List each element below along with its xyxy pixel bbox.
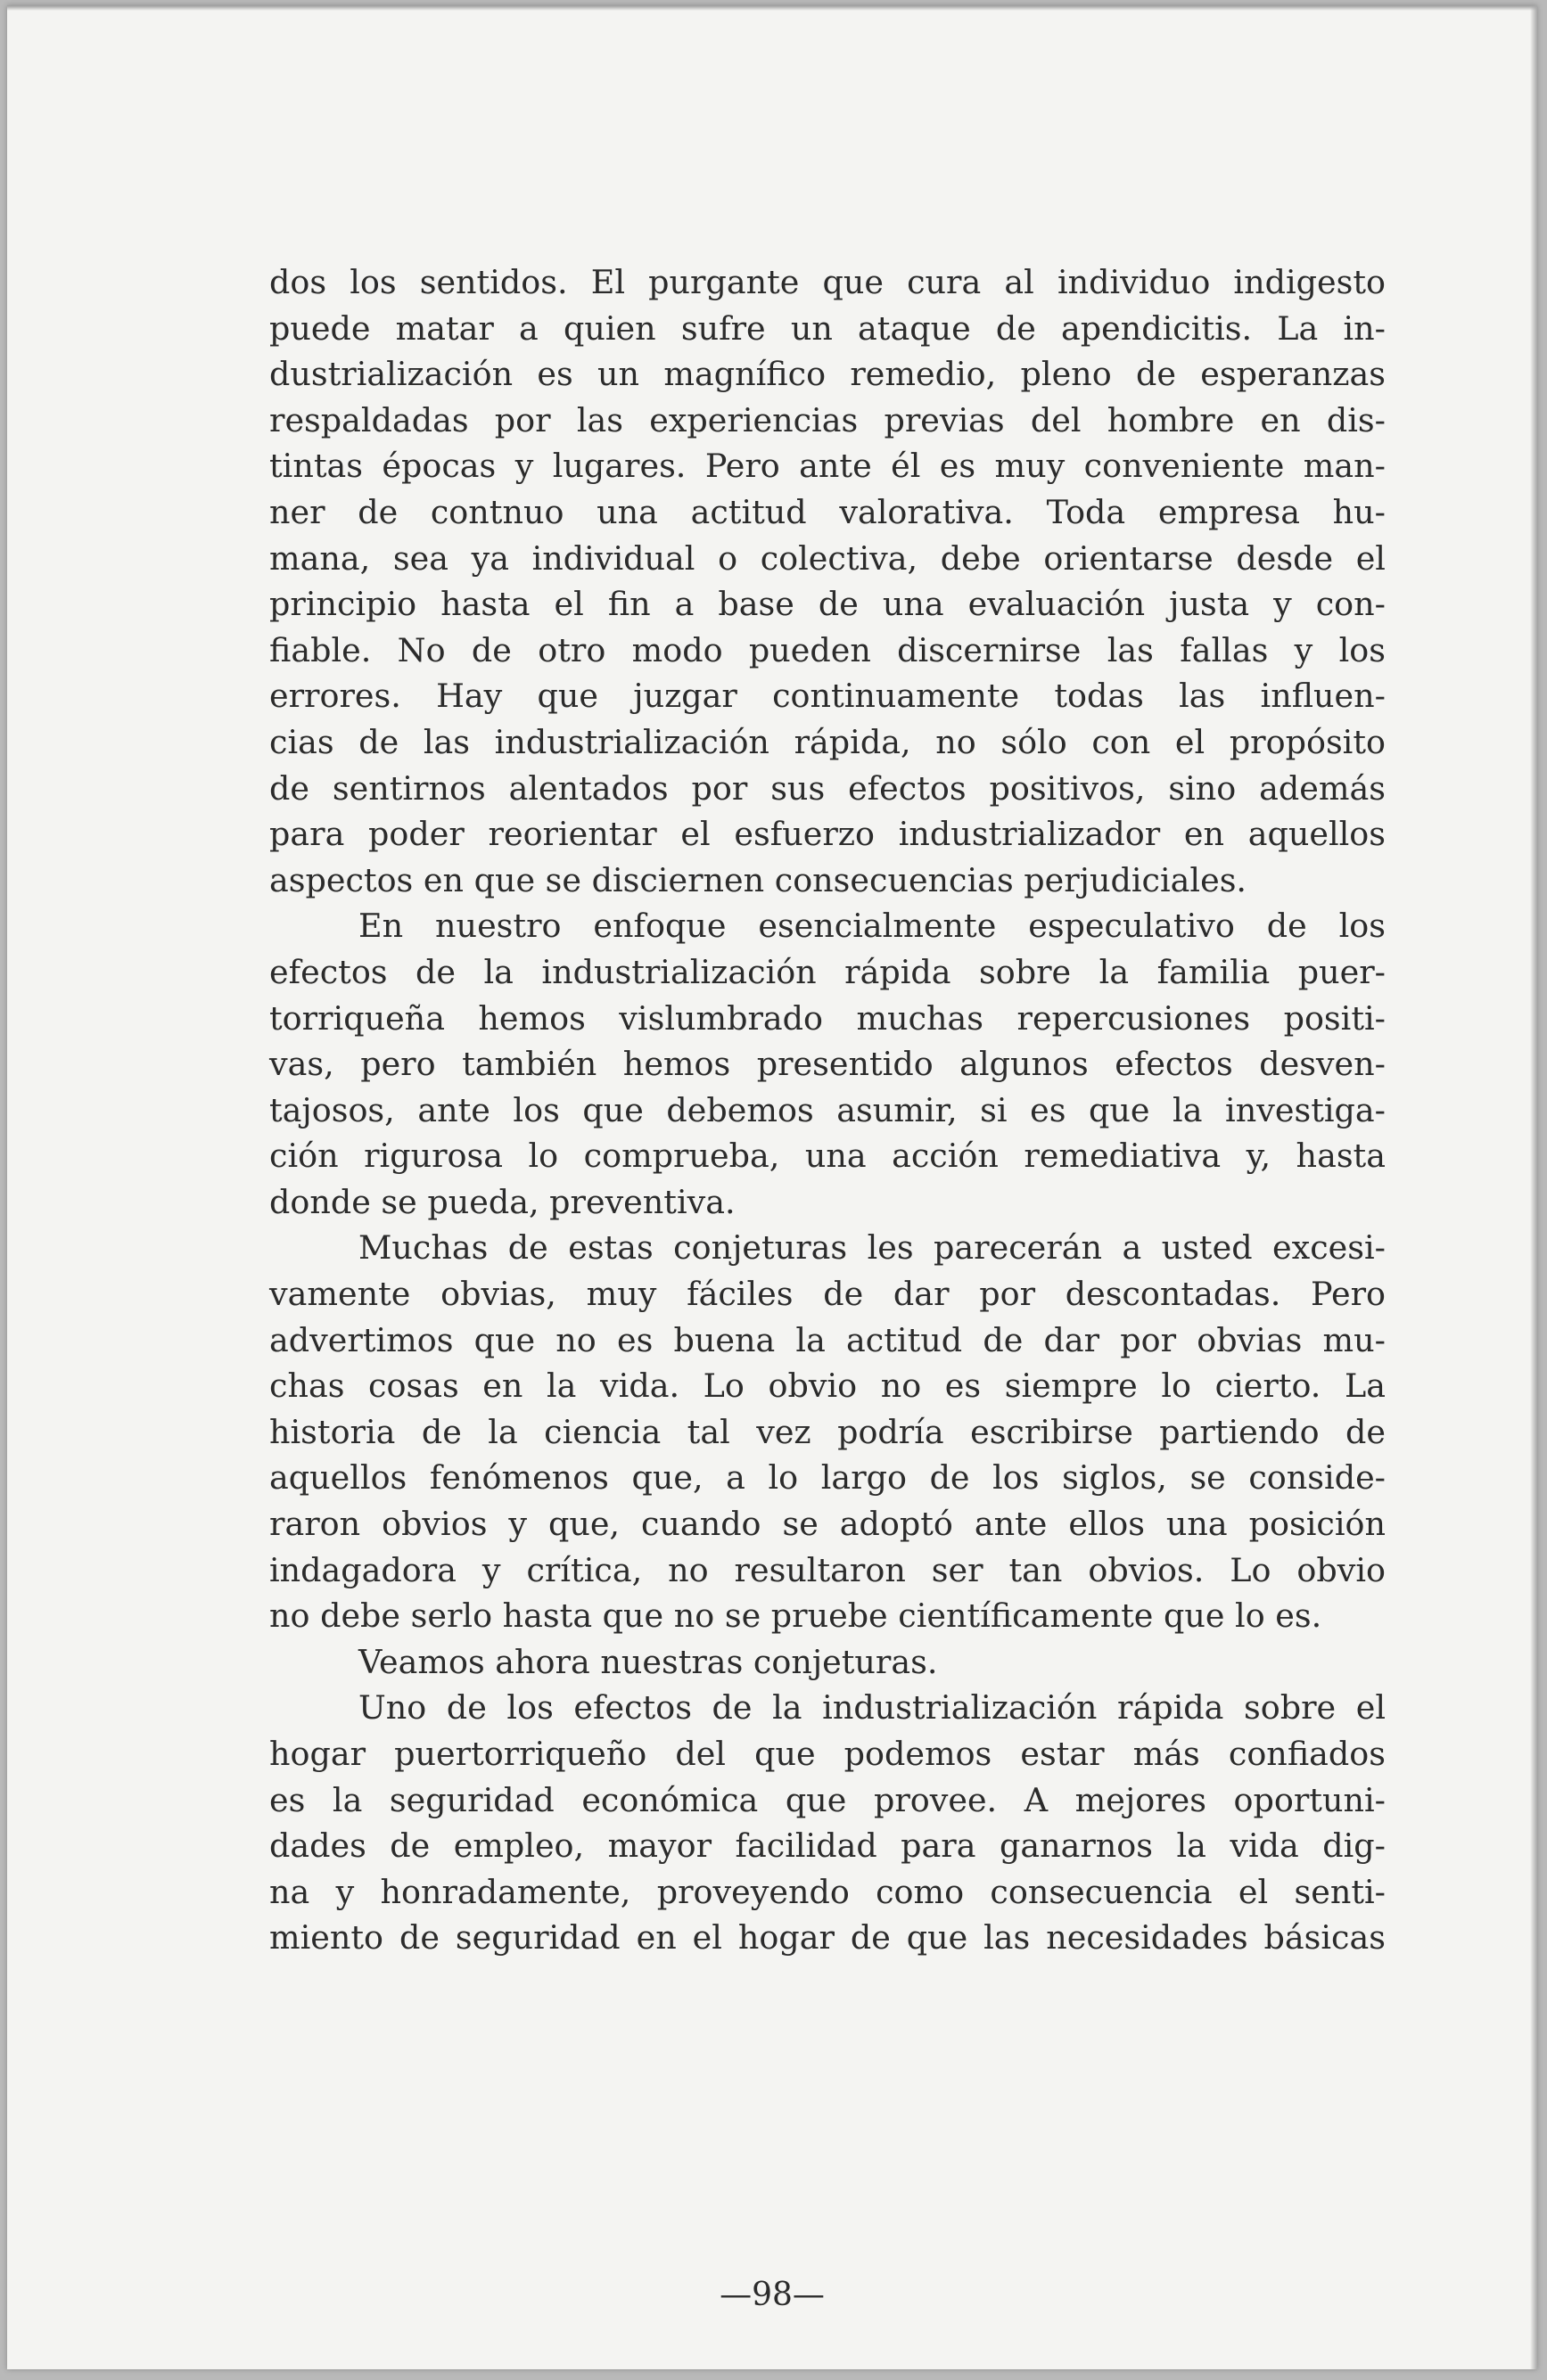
text-line: En nuestro enfoque esencialmente especulativo de los: [358, 907, 1386, 946]
text-line: raron obvios y que, cuando se adoptó ante ellos una posición: [269, 1505, 1386, 1544]
book-page: [7, 5, 1537, 2369]
text-line: chas cosas en la vida. Lo obvio no es siempre lo cierto. La: [269, 1366, 1386, 1406]
text-line: tintas épocas y lugares. Pero ante él es muy conveniente man-: [269, 447, 1386, 486]
text-line: miento de seguridad en el hogar de que las necesidades básicas: [269, 1918, 1386, 1957]
text-line: dades de empleo, mayor facilidad para ganarnos la vida dig-: [269, 1826, 1386, 1866]
text-line: dos los sentidos. El purgante que cura al individuo indigesto: [269, 263, 1386, 301]
text-line: principio hasta el fin a base de una evaluación justa y con-: [269, 585, 1386, 624]
paragraph-2: [269, 903, 1386, 1225]
text-line: indagadora y crítica, no resultaron ser tan obvios. Lo obvio: [269, 1550, 1386, 1589]
text-line: vas, pero también hemos presentido algunos efectos desven-: [269, 1045, 1386, 1084]
text-line: historia de la ciencia tal vez podría escribirse partiendo de: [269, 1412, 1386, 1451]
text-line: ner de contnuo una actitud valorativa. Toda empresa hu-: [269, 492, 1386, 531]
paragraph-5: [269, 1685, 1386, 1961]
paragraph-3: [269, 1225, 1386, 1638]
text-line: aspectos en que se disciernen consecuencias perjudiciales.: [269, 860, 1247, 899]
text-line: hogar puertorriqueño del que podemos estar más confiados: [269, 1735, 1386, 1773]
text-line: dustrialización es un magnífico remedio, pleno de esperanzas: [269, 355, 1386, 394]
text-line: advertimos que no es buena la actitud de dar por obvias mu-: [269, 1320, 1386, 1359]
text-line: de sentirnos alentados por sus efectos positivos, sino además: [269, 768, 1386, 808]
text-line: cias de las industrialización rápida, no sólo con el propósito: [269, 722, 1386, 761]
paragraph-1: [269, 259, 1386, 903]
text-line: no debe serlo hasta que no se pruebe científicamente que lo es.: [269, 1596, 1322, 1636]
text-line: vamente obvias, muy fáciles de dar por descontadas. Pero: [269, 1275, 1386, 1314]
page-edge-shadow-top: [7, 5, 1537, 11]
text-line: puede matar a quien sufre un ataque de apendicitis. La in-: [269, 308, 1386, 348]
text-line: Uno de los efectos de la industrialización rápida sobre el: [358, 1688, 1386, 1728]
text-line: es la seguridad económica que provee. A mejores oportuni-: [269, 1780, 1386, 1819]
text-line: mana, sea ya individual o colectiva, debe orientarse desde el: [269, 538, 1386, 578]
text-line: Muchas de estas conjeturas les parecerán a usted excesi-: [358, 1228, 1386, 1268]
page-edge-shadow-right: [1530, 5, 1537, 2369]
text-line: para poder reorientar el esfuerzo industrializador en aquellos: [269, 815, 1386, 854]
text-line: fiable. No de otro modo pueden discernirse las fallas y los: [269, 630, 1386, 669]
text-line: torriqueña hemos vislumbrado muchas repercusiones positi-: [269, 998, 1386, 1038]
text-line: errores. Hay que juzgar continuamente todas las influen-: [269, 677, 1386, 716]
text-line: respaldadas por las experiencias previas del hombre en dis-: [269, 400, 1386, 439]
text-line: efectos de la industrialización rápida sobre la familia puer-: [269, 952, 1386, 991]
paragraph-4: [269, 1639, 1386, 1686]
text-line: donde se pueda, preventiva.: [269, 1182, 736, 1221]
body-text: [269, 259, 1386, 1961]
text-line: aquellos fenómenos que, a lo largo de los siglos, se conside-: [269, 1458, 1386, 1498]
text-line: na y honradamente, proveyendo como consecuencia el senti-: [269, 1872, 1386, 1911]
text-line: ción rigurosa lo comprueba, una acción remediativa y, hasta: [269, 1137, 1386, 1176]
text-line: tajosos, ante los que debemos asumir, si es que la investiga-: [269, 1090, 1386, 1129]
text-line: Veamos ahora nuestras conjeturas.: [358, 1642, 938, 1681]
page-number: —98—: [720, 2277, 825, 2313]
